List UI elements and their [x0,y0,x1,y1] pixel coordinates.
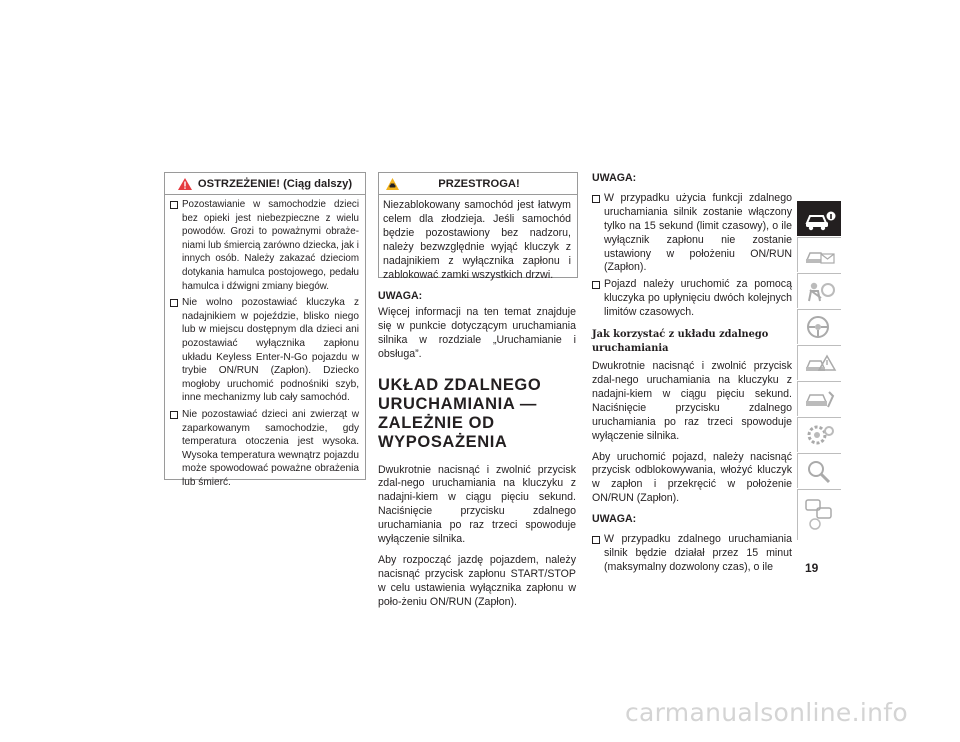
paragraph: Aby rozpocząć jazdę pojazdem, należy nacisnąć przycisk zapłonu START/STOP w celu ustawienia wyłącznika zapłonu w poło-żeniu ON/RUN (Zapłon). [378,553,576,608]
car-service-icon [803,386,837,412]
warning-item: Nie pozostawiać dzieci ani zwierząt w zaparkowanym samochodzie, gdy temperatura otoczenia jest wysoka. Wysoka temperatura wewnątrz pojazdu może spowodować poważne obrażenia lub śmierć. [170,408,359,490]
checkbox-bullet-icon [170,299,178,307]
warning-title: OSTRZEŻENIE! (Ciąg dalszy) [197,177,353,190]
checkbox-bullet-icon [592,536,600,544]
caution-car-icon [386,178,399,190]
paragraph: Dwukrotnie nacisnąć i zwolnić przycisk zdal-nego uruchamiania na kluczyku z nadajni-kiem w ciągu pięciu sekund. Naciśnięcie przycisku zdalnego uruchamiania po raz trzeci spowoduje wyłączenie silnika. [592,360,792,442]
warning-item: Nie wolno pozostawiać kluczyka z nadajnikiem w pojeździe, blisko niego lub w miejscu dostępnym dla dzieci ani pozostawiać wyłącznika zapłonu układu Keyless Enter-N-Go pojazdu w trybie ON/RUN (Zapłon). Dziecko mogłoby uruchomić podnośniki szyb, inne mechanizmy lub cały samochód. [170,296,359,405]
tab-search[interactable] [797,453,841,488]
warning-box [164,172,366,488]
caution-header [379,173,577,195]
note-label: UWAGA: [592,513,637,526]
warning-item: Pozostawianie w samochodzie dzieci bez opieki jest niebezpieczne z wielu powodów. Grozi to poważnymi obraże-niami lub śmiercią zarówno dziecka, jak i innych osób. Należy zakazać dzieciom dotykania hamulca postojowego, pedału hamulca i dźwigni zmiany biegów. [170,198,359,293]
warning-lights-icon [803,350,837,376]
checkbox-bullet-icon [170,411,178,419]
note-item: W przypadku zdalnego uruchamiania silnik będzie działał przez 15 minut (maksymalny dozwolony czas), o ile [592,533,792,575]
watermark: carmanualsonline.info [625,698,908,727]
caution-text: Niezablokowany samochód jest łatwym celem dla złodzieja. Jeśli samochód będzie pozostawiony bez nadzoru, należy bezwzględnie wyjąć kluczyk z nadajnikiem z wyłącznika zapłonu i zablokować zamki wszystkich drzwi. [383,199,571,281]
tab-gear-settings[interactable] [797,417,841,452]
note-item: W przypadku użycia funkcji zdalnego uruchamiania silnik zostanie włączony tylko na 15 sekund (limit czasowy), o ile wyłącznik zapłonu nie zostanie ustawiony w położeniu ON/RUN (Zapłon). [592,192,792,275]
tab-multilingual[interactable] [797,489,841,540]
right-column [592,172,792,578]
note-label: UWAGA: [592,172,637,184]
safety-icon [803,278,837,304]
tab-car-service[interactable] [797,381,841,416]
section-heading: UKŁAD ZDALNEGO URUCHAMIANIA — ZALEŻNIE OD WYPOSAŻENIA [378,375,542,451]
subheading: Jak korzystać z układu zdalnego uruchamiania [592,329,769,354]
warning-triangle-icon [178,178,192,190]
middle-column [378,290,576,617]
note-text: Więcej informacji na ten temat znajduje się w punkcie dotyczącym uruchamiania silnika w rozdziale „Uruchamianie i obsługa”. [378,305,576,360]
paragraph: Dwukrotnie nacisnąć i zwolnić przycisk zdal-nego uruchamiania na kluczyku z nadajni-kiem w ciągu pięciu sekund. Naciśnięcie przycisku zdalnego uruchamiania po raz trzeci spowoduje wyłączenie silnika. [378,463,576,546]
steering-wheel-icon [803,314,837,340]
tab-warning-lights[interactable] [797,345,841,380]
gear-settings-icon [803,422,837,448]
magnifier-icon [803,458,837,484]
car-info-icon [803,206,837,232]
checkbox-bullet-icon [170,201,178,209]
checkbox-bullet-icon [592,195,600,203]
tab-steering[interactable] [797,309,841,344]
tab-safety[interactable] [797,273,841,308]
mail-icon [803,242,837,268]
paragraph: Aby uruchomić pojazd, należy nacisnąć przycisk odblokowywania, włożyć kluczyk w zapłon i przekręcić w położenie ON/RUN (Zapłon). [592,450,792,505]
tab-mail[interactable] [797,237,841,272]
warning-header [165,173,365,195]
multilingual-icon [803,494,837,534]
page-number: 19 [805,561,819,575]
caution-title: PRZESTROGA! [438,177,520,190]
note-item: Pojazd należy uruchomić za pomocą kluczyka po upłynięciu dwóch kolejnych limitów czasowych. [592,278,792,320]
note-label: UWAGA: [378,290,423,302]
tab-car-info[interactable] [797,201,841,236]
checkbox-bullet-icon [592,281,600,289]
caution-box [378,172,578,281]
